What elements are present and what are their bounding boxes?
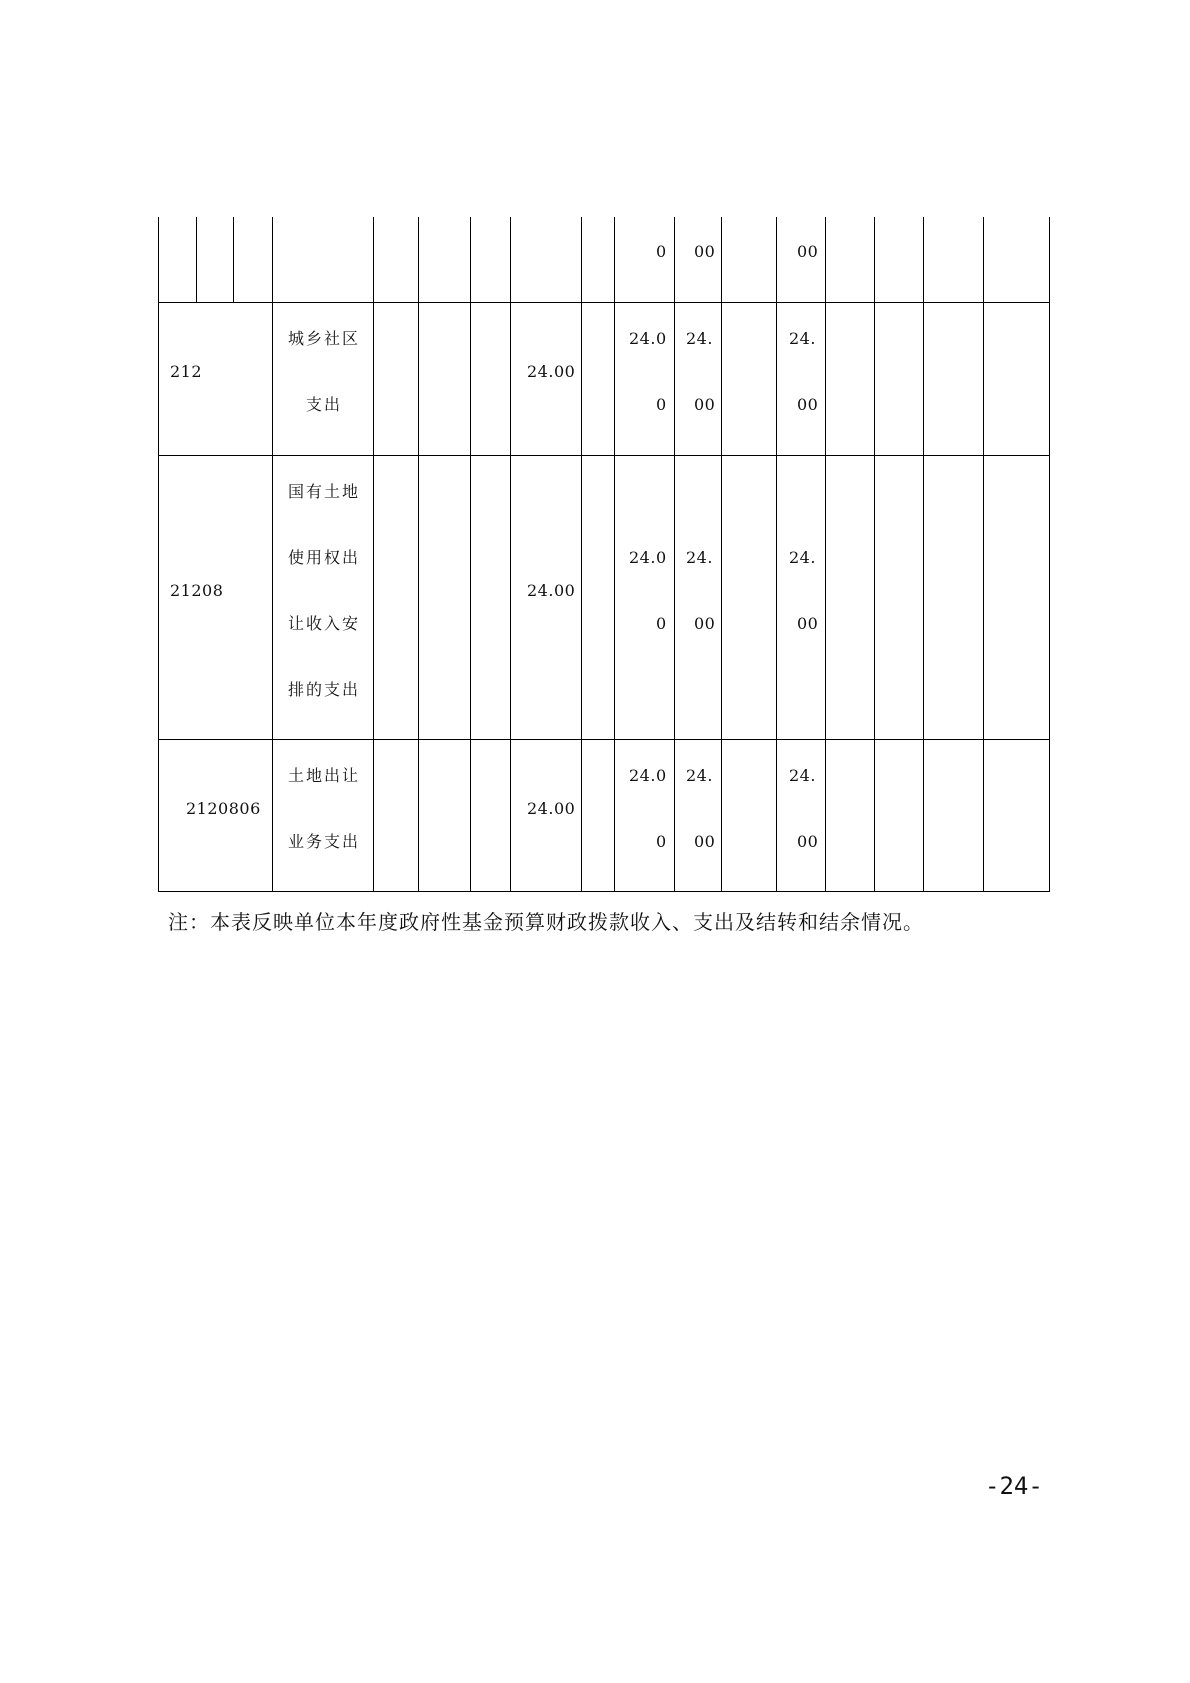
table-cell-value: 24.00 xyxy=(527,799,576,818)
table-cell-value: 24. xyxy=(789,548,816,567)
table-row-name: 业务支出 xyxy=(288,832,361,851)
column-divider xyxy=(776,217,777,892)
table-cell-value: 0 xyxy=(656,242,667,261)
table-note: 注：本表反映单位本年度政府性基金预算财政拨款收入、支出及结转和结余情况。 xyxy=(168,910,924,934)
table-right-border xyxy=(1049,217,1050,892)
table-cell-value: 24. xyxy=(686,766,713,785)
page-number: -24- xyxy=(985,1472,1043,1500)
table-left-border xyxy=(158,217,159,892)
table-cell-value: 24.00 xyxy=(527,581,576,600)
table-row-name: 城乡社区 xyxy=(288,329,361,348)
table-cell-value: 24. xyxy=(686,329,713,348)
row-divider xyxy=(158,739,1050,740)
table-row-name: 使用权出 xyxy=(288,548,361,567)
table-row-name: 排的支出 xyxy=(288,680,361,699)
column-divider xyxy=(272,217,273,892)
table-row-name: 支出 xyxy=(306,395,343,414)
table-cell-value: 24.00 xyxy=(527,362,576,381)
table-row-code: 212 xyxy=(170,362,203,381)
table-cell-value: 00 xyxy=(797,832,819,851)
table-cell-value: 24. xyxy=(789,329,816,348)
table-cell-value: 24. xyxy=(686,548,713,567)
table-cell-value: 00 xyxy=(694,395,716,414)
table-cell-value: 00 xyxy=(797,614,819,633)
table-row-name: 土地出让 xyxy=(288,766,361,785)
column-divider xyxy=(470,217,471,892)
row-divider xyxy=(158,455,1050,456)
table-cell-value: 00 xyxy=(797,395,819,414)
column-divider xyxy=(721,217,722,892)
table-cell-value: 00 xyxy=(694,614,716,633)
table-cell-value: 00 xyxy=(694,832,716,851)
column-divider xyxy=(923,217,924,892)
table-cell-value: 24. xyxy=(789,766,816,785)
table-cell-value: 24.0 xyxy=(629,766,667,785)
column-divider xyxy=(614,217,615,892)
table-row-name: 国有土地 xyxy=(288,482,361,501)
table-cell-value: 0 xyxy=(656,395,667,414)
table-cell-value: 00 xyxy=(694,242,716,261)
column-divider xyxy=(874,217,875,892)
subcode-divider xyxy=(233,217,234,303)
column-divider xyxy=(581,217,582,892)
row-divider xyxy=(158,302,1050,303)
column-divider xyxy=(510,217,511,892)
column-divider xyxy=(983,217,984,892)
column-divider xyxy=(418,217,419,892)
table-cell-value: 24.0 xyxy=(629,548,667,567)
column-divider xyxy=(674,217,675,892)
table-cell-value: 0 xyxy=(656,832,667,851)
table-cell-value: 24.0 xyxy=(629,329,667,348)
table-cell-value: 00 xyxy=(797,242,819,261)
table-row-name: 让收入安 xyxy=(288,614,361,633)
column-divider xyxy=(825,217,826,892)
table-cell-value: 0 xyxy=(656,614,667,633)
subcode-divider xyxy=(196,217,197,303)
table-bottom-border xyxy=(158,891,1050,892)
column-divider xyxy=(373,217,374,892)
table-row-code: 2120806 xyxy=(186,799,261,818)
table-row-code: 21208 xyxy=(170,581,224,600)
